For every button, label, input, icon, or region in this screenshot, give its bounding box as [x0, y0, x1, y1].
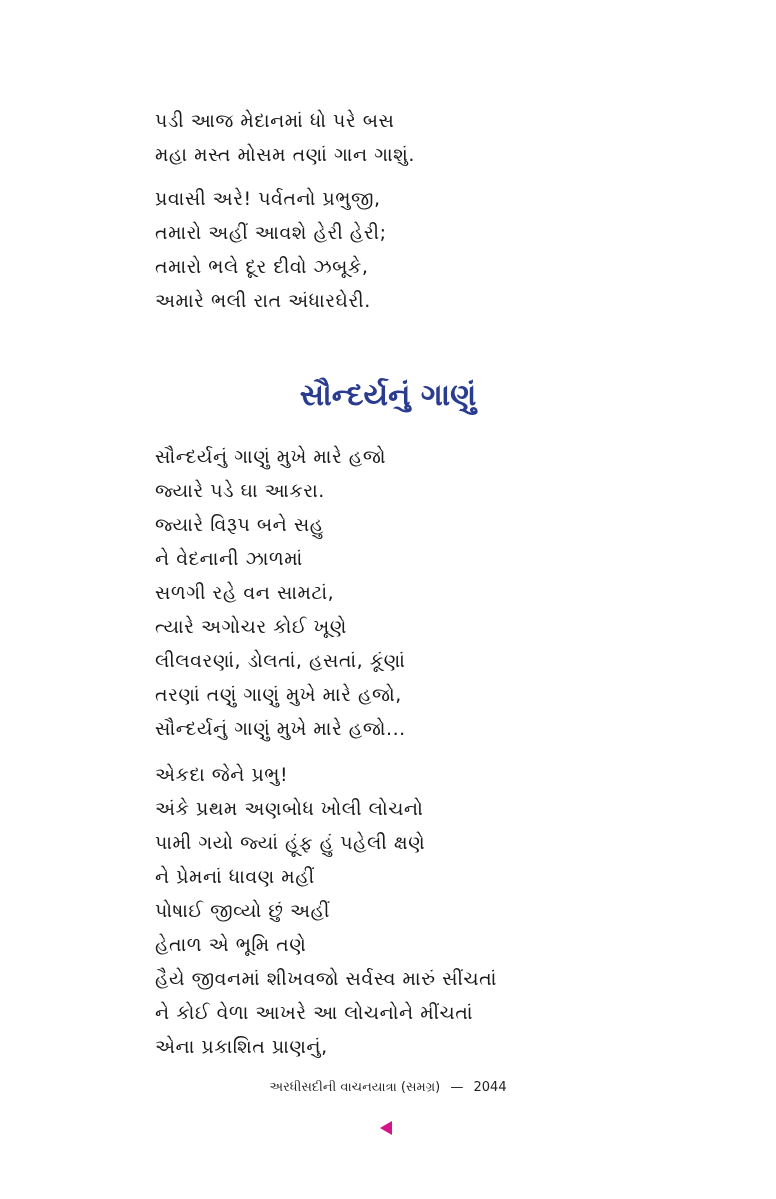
poem-line: અમારે ભલી રાત અંધારઘેરી. [155, 290, 371, 312]
poem-line: પોષાઈ જીવ્યો છું અહીં [155, 900, 330, 922]
poem-line: જ્યારે વિરૂપ બને સહુ [155, 514, 324, 536]
page-number: 2044 [473, 1080, 507, 1095]
poem-line: તમારો ભલે દૂર દીવો ઝબૂકે, [155, 256, 369, 278]
stanza [155, 182, 675, 318]
footer-separator: — [450, 1080, 464, 1095]
poem-line: લીલવરણાં, ડોલતાં, હસતાં, કૂંણાં [155, 650, 406, 672]
left-triangle-icon[interactable] [380, 1121, 392, 1135]
poem-line: પડી આજ મેદાનમાં ધો પરે બસ [155, 110, 395, 132]
poem-line: એકદા જેને પ્રભુ! [155, 764, 289, 786]
poem-line: ને વેદનાની ઝાળમાં [155, 548, 303, 570]
poem-line: ને કોઈ વેળા આખરે આ લોચનોને મીંચતાં [155, 1002, 473, 1024]
page-footer [0, 1080, 776, 1095]
poem-line: સૌન્દર્યનું ગાણું મુખે મારે હજો... [155, 718, 406, 740]
poem-line: સૌન્દર્યનું ગાણું મુખે મારે હજો [155, 446, 387, 468]
poem-line: પામી ગયો જ્યાં હૂંફ હું પહેલી ક્ષણે [155, 832, 426, 854]
poem-line: હૈયે જીવનમાં શીખવજો સર્વસ્વ મારું સીંચતાં [155, 968, 497, 990]
stanza [155, 758, 675, 1064]
poem-line: હેતાળ એ ભૂમિ તણે [155, 934, 307, 956]
stanza [155, 104, 675, 172]
poem-line: ત્યારે અગોચર કોઈ ખૂણે [155, 616, 347, 638]
poem-line: જ્યારે પડે ઘા આકરા. [155, 480, 325, 502]
poem-line: તરણાં તણું ગાણું મુખે મારે હજો, [155, 684, 402, 706]
poem-line: એના પ્રકાશિત પ્રાણનું, [155, 1036, 328, 1058]
poem-line: ને પ્રેમનાં ધાવણ મહીં [155, 866, 315, 888]
footer-book-title: અરધીસદીની વાચનયાત્રા (સમગ્ર) [269, 1080, 441, 1095]
poem-line: અંકે પ્રથમ અણબોધ ખોલી લોચનો [155, 798, 424, 820]
poem-line: પ્રવાસી અરે! પર્વતનો પ્રભુજી, [155, 188, 381, 210]
poem-title: સૌન્દર્યનું ગાણું [299, 378, 477, 413]
poem-line: તમારો અહીં આવશે હેરી હેરી; [155, 222, 387, 244]
poem-line: સળગી રહે વન સામટાં, [155, 582, 335, 604]
poem-line: મહા મસ્ત મોસમ તણાં ગાન ગાશું. [155, 144, 415, 166]
stanza [155, 440, 675, 746]
